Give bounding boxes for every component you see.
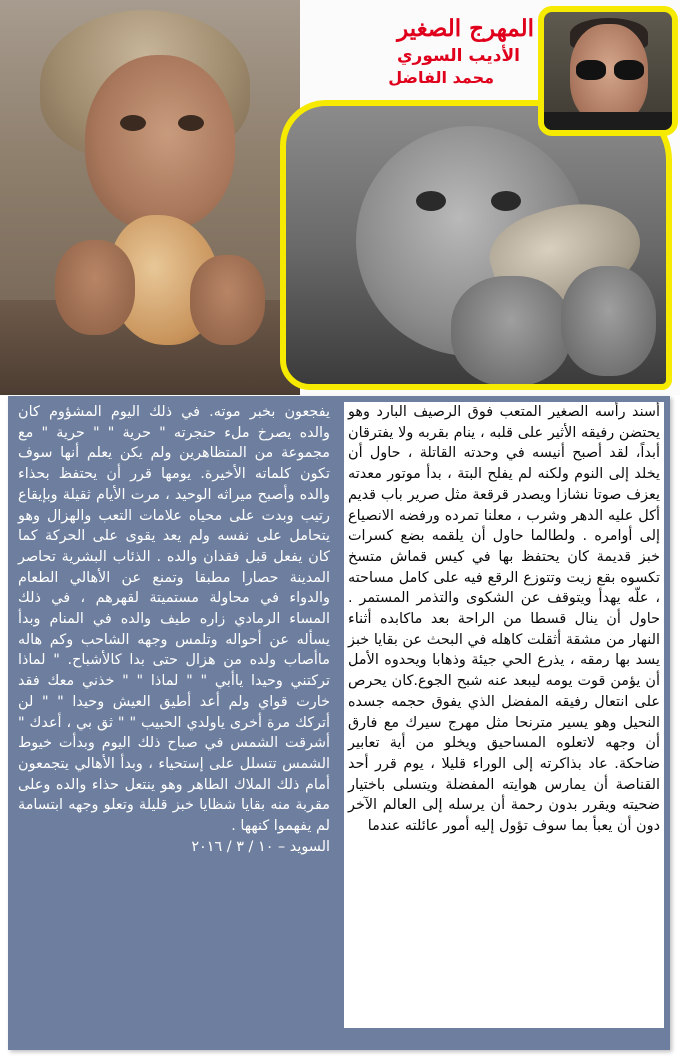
story-column-right — [344, 402, 664, 1028]
story-title: المهرج الصغير — [397, 15, 534, 42]
date-line: السويد – ١٠ / ٣ / ٢٠١٦ — [191, 838, 330, 855]
header-photo-collage — [0, 0, 680, 395]
child-eating-bread-photo-grey — [280, 100, 672, 390]
story-column-left — [14, 402, 334, 1020]
story-paragraph-1: أسند رأسه الصغير المتعب فوق الرصيف البارد وهو يحتضن رفيقه الأثير على قلبه ، ينام بقربه ولا يفترقان أبداً، لقد أصبح أنيسه في وحدته القاتلة ، حاول أن يخلد إلى النوم ولكنه لم يفلح البتة ، بدأ موتور معدته يعزف صوتا نشازا ويصدر قرقعة مثل صرير باب قديم أكل عليه الدهر وشرب ، معلنا تمرده ورفضه الانصياع إلى أوامره . ولطالما حاول أن يلقمه بضع كسرات خبز قديمة كان يحتفظ بها في كيس قماش متسخ تكسوه بقع زيت وتتوزع الرقع فيه على كامل مساحته ، علّه يهدأ ويتوقف عن الشكوى والتذمر المستمر . حاول أن ينال قسطا من الراحة بعد ماكابده أثناء النهار من مشقة أثقلت كاهله في البحث عن بقايا خبز يسد بها رمقه ، يذرع الحي جيئة وذهابا ويحدوه الأمل أن يؤمن قوت يومه ليبعد عنه شبح الجوع.كان يحرص على انتعال رفيقه المفضل الذي يفوق حجمه جسده النحيل وهو يسير مترنحا مثل مهرج سيرك مع فارق أن وجهه لاتعلوه المساحيق ويخلو من أية تعابير ضاحكة. عاد بذاكرته إلى الوراء قليلا ، يوم قرر أحد القناصة أن يمارس هوايته المفضلة ويتسلى باختيار ضحيته ويقرر بدون رحمة أن يرسله إلى العالم الآخر دون أن يعبأ بما سوف تؤول إليه أمور عائلته عندما — [348, 404, 660, 835]
story-text-panel — [8, 396, 670, 1050]
author-role: الأديب السوري — [396, 46, 520, 66]
child-eating-bread-photo-color — [0, 0, 300, 395]
author-portrait — [538, 6, 678, 136]
title-block — [300, 14, 534, 88]
author-name: محمد الفاضل — [388, 68, 494, 87]
story-paragraph-2: يفجعون بخبر موته. في ذلك اليوم المشؤوم كان والده يصرخ ملء حنجرته " حرية " " حرية " مع مجموعة من المتظاهرين ولم يكن يعلم أنها سوف تكون كلماته الأخيرة. يومها قرر أن يحتفظ بحذاء والده وأصبح ميراثه الوحيد ، مرت الأيام ثقيلة وبإيقاع رتيب وبدت على محياه علامات التعب والهزال وهو يتحامل على نفسه ولم يعد يقوى على الحركة كما كان يفعل قبل فقدان والده . الذئاب البشرية تحاصر المدينة حصارا مطبقا وتمنع عن الأهالي الطعام والدواء في محاولة مستميتة لقهرهم ، في ذلك المساء الرمادي زاره طيف والده في المنام وبدأ يسأله عن أحواله وتلمس وجهه الشاحب وكم هاله ماأصاب ولده من هزال حتى بدا كالأشباح. " لماذا تركتني وحيدا ياأبي " " لماذا " " خذني معك فقد خارت قواي ولم أعد أطيق العيش وحيدا " " لن أتركك مرة أخرى ياولدي الحبيب " " ثق بي ، أعدك " أشرقت الشمس في صباح ذلك اليوم وبدأت خيوط الشمس تتسلل على إستحياء ، وبدأ الأهالي يتجمعون أمام ذلك الملاك الطاهر وهو ينتعل حذاء والده وعلى مقربة منه بقايا شظايا خبز قليلة وتعلو وجهه ابتسامة لم يفهموا كنهها . — [18, 404, 330, 835]
